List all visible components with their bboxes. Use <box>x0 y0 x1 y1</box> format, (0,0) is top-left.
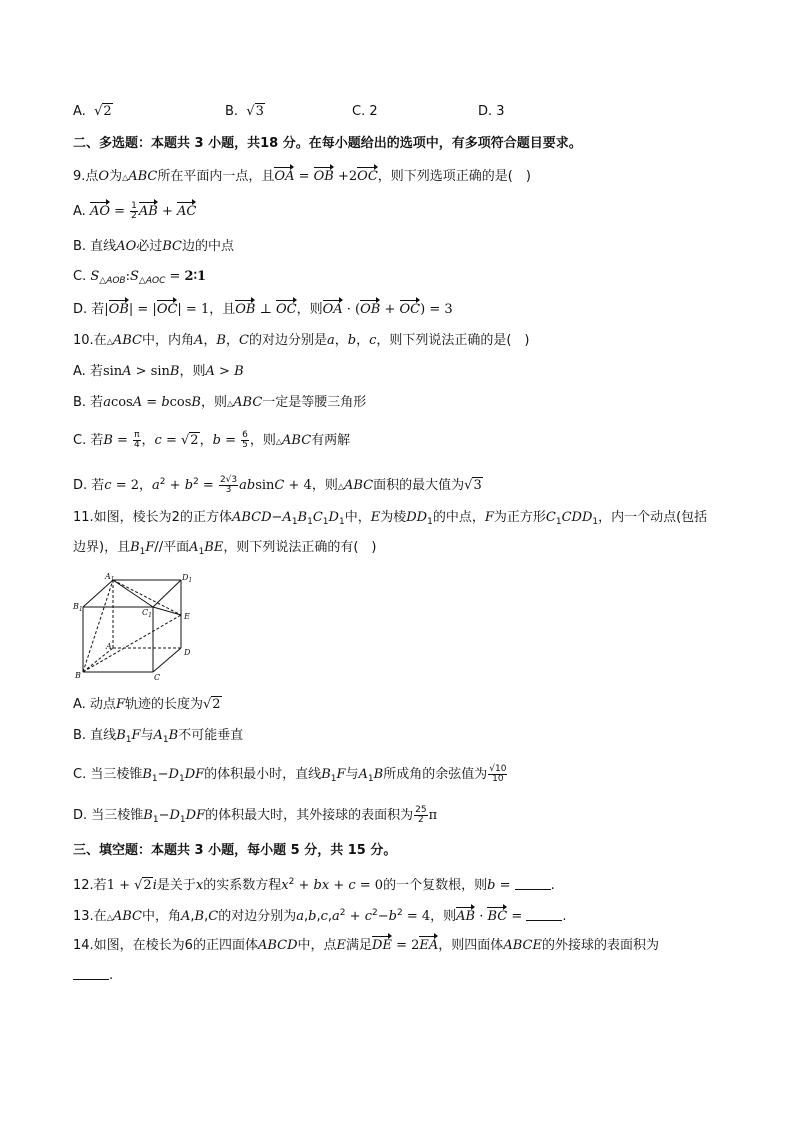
q11-stem-line1: 11.如图，棱长为2的正方体$ABCD-A_1B_1C_1D_1$中，E为棱$DD_1$的中点，F为正方形$C_1CDD_1$，内一个动点(包括 <box>73 510 708 527</box>
sqrt-symbol: √3 <box>246 104 264 119</box>
q10-option-b: B. 若acosA = bcosB，则△ABC一定是等腰三角形 <box>73 395 367 410</box>
sqrt-symbol: √2 <box>94 104 112 119</box>
q9-stem: 9.点O为△ABC所在平面内一点，且OA = OB +2OC，则下列选项正确的是( ) <box>73 169 531 184</box>
answer-blank <box>526 910 562 921</box>
label-c: C <box>154 673 161 682</box>
section-3-title: 三、填空题：本题共 3 小题，每小题 5 分，共 15 分。 <box>73 843 397 858</box>
q9-option-a: A. AO = $\frac{1}{2}$ AB + AC <box>73 201 197 221</box>
q9-option-d: D. 若|OB| = |OC| = 1，且OB ⊥ OC，则OA · (OB + OC) = 3 <box>73 302 453 317</box>
q10-option-a: A. 若sinA > sinB，则A > B <box>73 364 244 379</box>
answer-blank <box>515 879 551 890</box>
q8-option-c: C. 2 <box>352 104 378 119</box>
q11-option-d: D. 当三棱锥$B_1-D_1DF$的体积最大时，其外接球的表面积为 $\frac{25}{2}$ π <box>73 805 438 825</box>
q10-option-c: C. 若B = $\frac{\pi}{4}$ ，c = √2，b = $\frac{6}{5}$ ，则△ABC有两解 <box>73 430 351 450</box>
label-a: A <box>106 642 112 651</box>
q14-stem-line2: . <box>73 968 113 984</box>
q14-stem-line1: 14.如图，在棱长为6的正四面体ABCD中，点E满足DE = 2EA，则四面体ABCE的外接球的表面积为 <box>73 938 659 953</box>
q10-option-d: D. 若c = 2，$a^2 + b^2$ = $\frac{2√3}{3}$ absinC + 4，则△ABC面积的最大值为√3 <box>73 475 482 495</box>
q11-option-c: C. 当三棱锥$B_1-D_1DF$的体积最小时，直线$B_1F$与$A_1B$所成角的余弦值为 $\frac{√10}{10}$ <box>73 764 507 784</box>
q11-stem-line2: 边界)，且$B_1F//$平面$A_1BE$，则下列说法正确的有( ) <box>73 540 377 557</box>
q8-option-d: D. 3 <box>478 104 505 119</box>
q8-option-b: B. √3 <box>225 104 264 119</box>
q8-option-a: A. √2 <box>73 104 112 119</box>
label-b: B <box>75 671 81 680</box>
q13-stem: 13.在△ABC中，角A,B,C的对边分别为$a,b,c,a^2 + c^2-b^2 = 4$，则AB · BC = . <box>73 908 567 924</box>
q10-stem: 10.在△ABC中，内角A，B，C的对边分别是a，b，c，则下列说法正确的是( ) <box>73 333 530 348</box>
section-2-title: 二、多选题：本题共 3 小题，共18 分。在每小题给出的选项中，有多项符合题目要求。 <box>73 136 582 151</box>
label-b1: $B_1$ <box>73 602 83 613</box>
q12-stem: 12.若1 + √2i是关于x的实系数方程$x^2$ + bx + c = 0的一个复数根，则b = . <box>73 877 555 893</box>
q9-option-b: B. 直线AO必过BC边的中点 <box>73 239 235 254</box>
label-d: D <box>184 648 191 657</box>
q11-option-a: A. 动点F轨迹的长度为√2 <box>73 697 221 712</box>
answer-blank <box>73 969 109 980</box>
q11-option-b: B. 直线$B_1F$与$A_1B$不可能垂直 <box>73 728 244 745</box>
label-c1: $C_1$ <box>142 608 152 619</box>
q9-option-c: C. $S_{\triangle AOB}:S_{\triangle AOC}$ = 2∶1 <box>73 269 207 286</box>
label-e: E <box>184 612 190 621</box>
label-d1: $D_1$ <box>182 573 193 584</box>
label-a1: $A_1$ <box>105 572 115 583</box>
cube-figure <box>73 570 198 682</box>
